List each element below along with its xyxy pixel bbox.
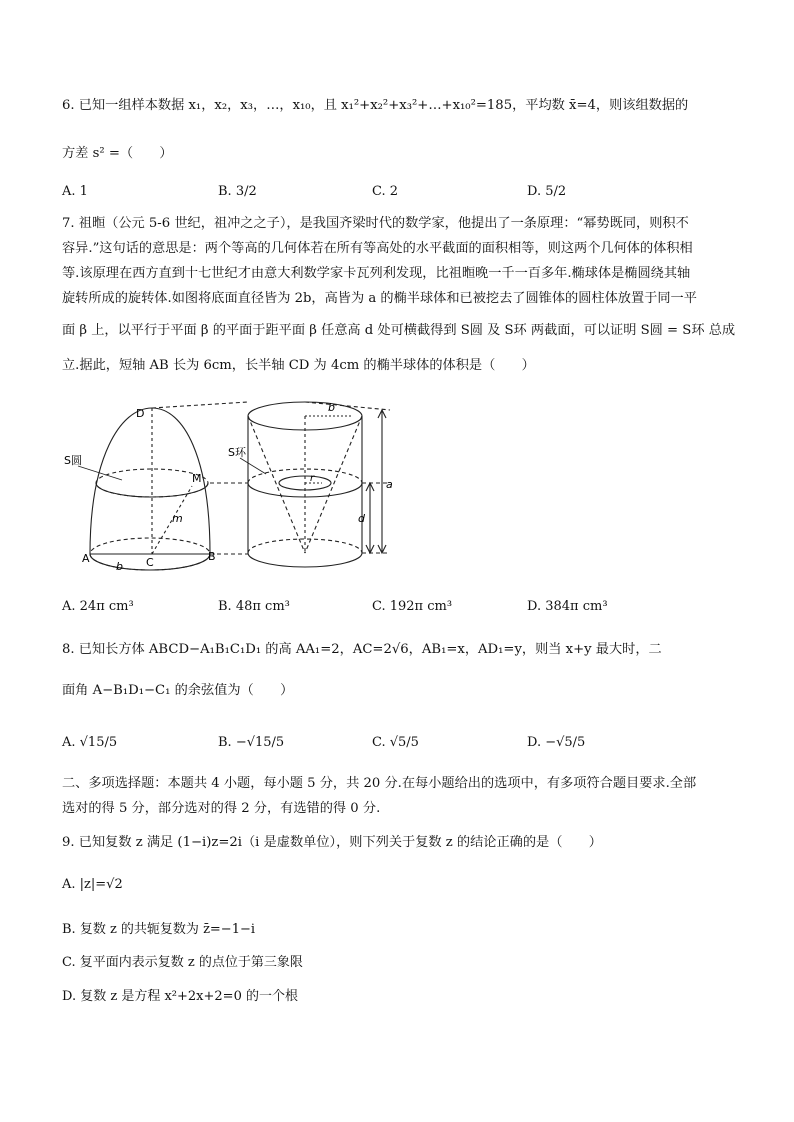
- q9-option-c: C. 复平面内表示复数 z 的点位于第三象限: [62, 955, 303, 970]
- q8-option-c: C. √5/5: [372, 735, 419, 750]
- q8-option-d: D. −√5/5: [527, 735, 586, 750]
- q7-option-d: D. 384π cm³: [527, 599, 608, 614]
- label-s-ring: S环: [228, 446, 246, 459]
- q7-stem-line6: 立.据此，短轴 AB 长为 6cm，长半轴 CD 为 4cm 的椭半球体的体积是（ ）: [62, 358, 535, 373]
- q7-stem-line1: 7. 祖暅（公元 5-6 世纪，祖冲之之子），是我国齐梁时代的数学家，他提出了一条原理：“幂势既同，则积不: [62, 216, 689, 231]
- label-m-segment: m: [172, 512, 183, 525]
- section2-line2: 选对的得 5 分，部分选对的得 2 分，有选错的得 0 分.: [62, 801, 381, 816]
- label-a-point: A: [82, 552, 90, 565]
- q7-stem-line5: 面 β 上，以平行于平面 β 的平面于距平面 β 任意高 d 处可横截得到 S圆 及 S环 两截面，可以证明 S圆 = S环 总成: [62, 323, 736, 338]
- q7-stem-line2: 容异.”这句话的意思是：两个等高的几何体若在所有等高处的水平截面的面积相等，则这两个几何体的体积相: [62, 241, 693, 256]
- q8-option-b: B. −√15/5: [218, 735, 285, 750]
- q8-stem-line2: 面角 A−B₁D₁−C₁ 的余弦值为（ ）: [62, 683, 294, 698]
- q7-option-b: B. 48π cm³: [218, 599, 290, 614]
- label-a-height: a: [386, 478, 393, 491]
- q6-option-d: D. 5/2: [527, 184, 567, 199]
- q7-option-c: C. 192π cm³: [372, 599, 453, 614]
- label-b-left: b: [116, 560, 123, 573]
- q9-option-a: A. |z|=√2: [62, 877, 123, 892]
- label-d-point: D: [136, 407, 145, 420]
- q6-stem-line1: 6. 已知一组样本数据 x₁，x₂，x₃，…，x₁₀，且 x₁²+x₂²+x₃²+…+x₁₀²=185，平均数 x̄=4，则该组数据的: [62, 98, 689, 113]
- q7-option-a: A. 24π cm³: [62, 599, 134, 614]
- q9-stem: 9. 已知复数 z 满足 (1−i)z=2i（i 是虚数单位），则下列关于复数 z 的结论正确的是（ ）: [62, 835, 602, 850]
- q7-figure: [60, 398, 400, 578]
- q7-stem-line3: 等.该原理在西方直到十七世纪才由意大利数学家卡瓦列利发现，比祖暅晚一千一百多年.椭球体是椭圆绕其轴: [62, 266, 691, 281]
- label-c-point: C: [146, 556, 154, 569]
- label-b-point: B: [208, 550, 216, 563]
- q6-option-b: B. 3/2: [218, 184, 257, 199]
- q6-option-c: C. 2: [372, 184, 399, 199]
- q6-option-a: A. 1: [62, 184, 88, 199]
- q9-option-b: B. 复数 z 的共轭复数为 z̄=−1−i: [62, 922, 256, 937]
- q8-stem-line1: 8. 已知长方体 ABCD−A₁B₁C₁D₁ 的高 AA₁=2，AC=2√6，AB₁=x，AD₁=y，则当 x+y 最大时，二: [62, 642, 662, 657]
- label-d-height: d: [358, 512, 365, 525]
- section2-line1: 二、多项选择题：本题共 4 小题，每小题 5 分，共 20 分.在每小题给出的选项中，有多项符合题目要求.全部: [62, 776, 697, 791]
- label-s-circle: S圆: [64, 454, 82, 467]
- label-r: r: [310, 473, 315, 484]
- q8-option-a: A. √15/5: [62, 735, 118, 750]
- label-m-point: M: [192, 472, 202, 485]
- q9-option-d: D. 复数 z 是方程 x²+2x+2=0 的一个根: [62, 989, 298, 1004]
- q6-stem-line2: 方差 s² =（ ）: [62, 146, 173, 161]
- q7-stem-line4: 旋转所成的旋转体.如图将底面直径皆为 2b，高皆为 a 的椭半球体和已被挖去了圆锥体的圆柱体放置于同一平: [62, 291, 697, 306]
- label-b-top: b: [328, 401, 335, 414]
